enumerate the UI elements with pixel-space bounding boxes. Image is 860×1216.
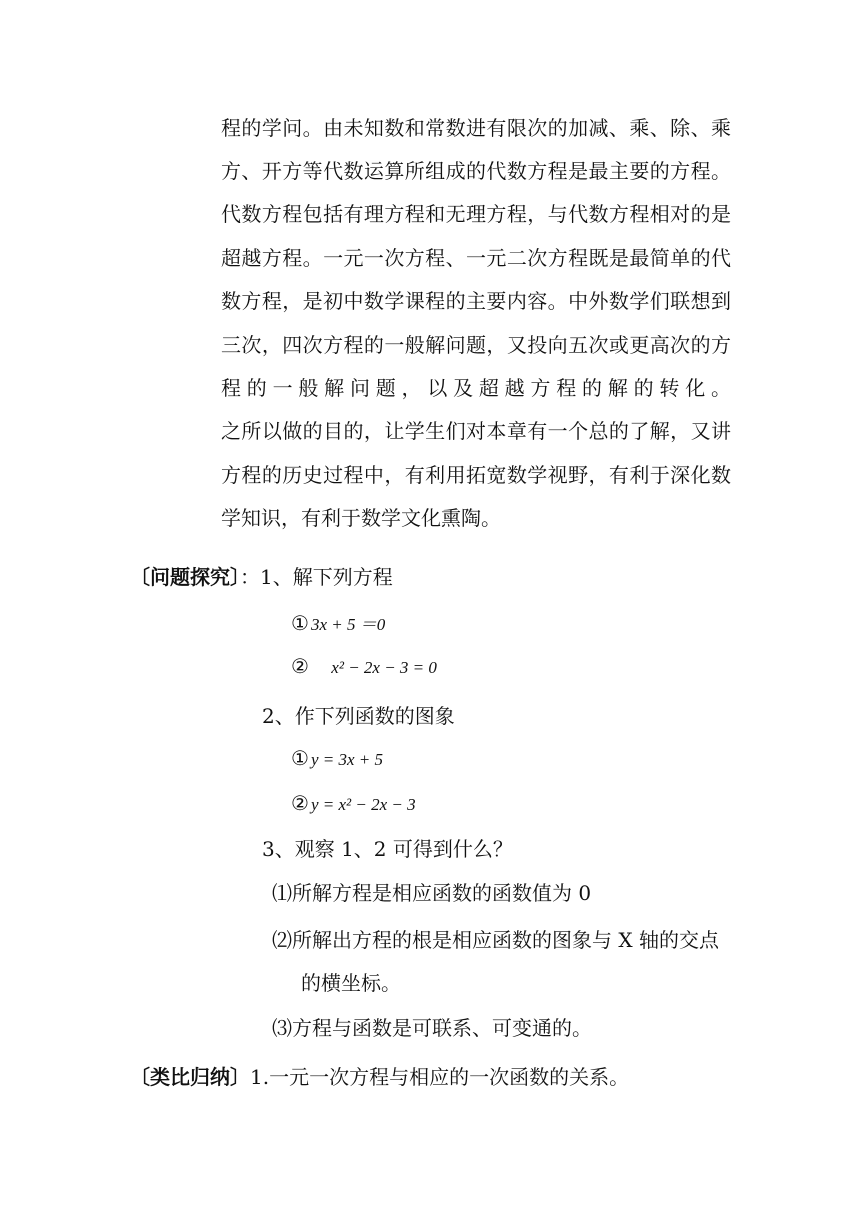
observation-2: ⑵所解出方程的根是相应函数的图象与 X 轴的交点 (272, 928, 719, 952)
equation-2 (291, 652, 437, 682)
paragraph-line: 学知识，有利于数学文化熏陶。 (221, 506, 501, 530)
paragraph-line: 方程的历史过程中，有利用拓宽数学视野，有利于深化数 (221, 463, 731, 487)
equation-1 (291, 609, 385, 639)
question-2: 2、作下列函数的图象 (262, 704, 455, 728)
paragraph-line: 程的学问。由未知数和常数进有限次的加减、乘、除、乘 (221, 116, 731, 140)
section-label: 〔问题探究〕 (130, 565, 240, 589)
observation-2-cont: 的横坐标。 (301, 971, 401, 995)
section-header-explore (130, 563, 393, 591)
function-1 (291, 744, 383, 774)
paragraph-line: 方、开方等代数运算所组成的代数方程是最主要的方程。 (221, 159, 731, 183)
paragraph-line: 之所以做的目的，让学生们对本章有一个总的了解，又讲 (221, 419, 731, 443)
section-header-analogy (130, 1063, 629, 1091)
section-label: 〔类比归纳〕 (130, 1065, 250, 1089)
item-number: ② (291, 791, 309, 815)
equation-text: 3x + 5 ＝0 (310, 615, 386, 634)
observation-3: ⑶方程与函数是可联系、可变通的。 (272, 1016, 592, 1040)
analogy-text: 1.一元一次方程与相应的一次函数的关系。 (250, 1065, 630, 1089)
question-3: 3、观察 1、2 可得到什么？ (262, 837, 513, 861)
paragraph-line: 三次，四次方程的一般解问题，又投向五次或更高次的方 (221, 333, 731, 357)
function-text: y = 3x + 5 (310, 750, 383, 769)
paragraph-line: 程的一般解问题，以及超越方程的解的转化。 (221, 376, 731, 400)
observation-1: ⑴所解方程是相应函数的函数值为 0 (272, 881, 592, 905)
paragraph-line: 数方程，是初中数学课程的主要内容。中外数学们联想到 (221, 289, 731, 313)
item-number: ① (291, 611, 309, 635)
function-2 (291, 789, 416, 819)
item-number: ② (291, 654, 309, 678)
paragraph-line: 超越方程。一元一次方程、一元二次方程既是最简单的代 (221, 246, 731, 270)
item-number: ① (291, 746, 309, 770)
equation-text: x² − 2x − 3 = 0 (331, 658, 437, 677)
function-text: y = x² − 2x − 3 (310, 795, 416, 814)
paragraph-line: 代数方程包括有理方程和无理方程，与代数方程相对的是 (221, 202, 731, 226)
question-1: ：1、解下列方程 (240, 565, 393, 589)
